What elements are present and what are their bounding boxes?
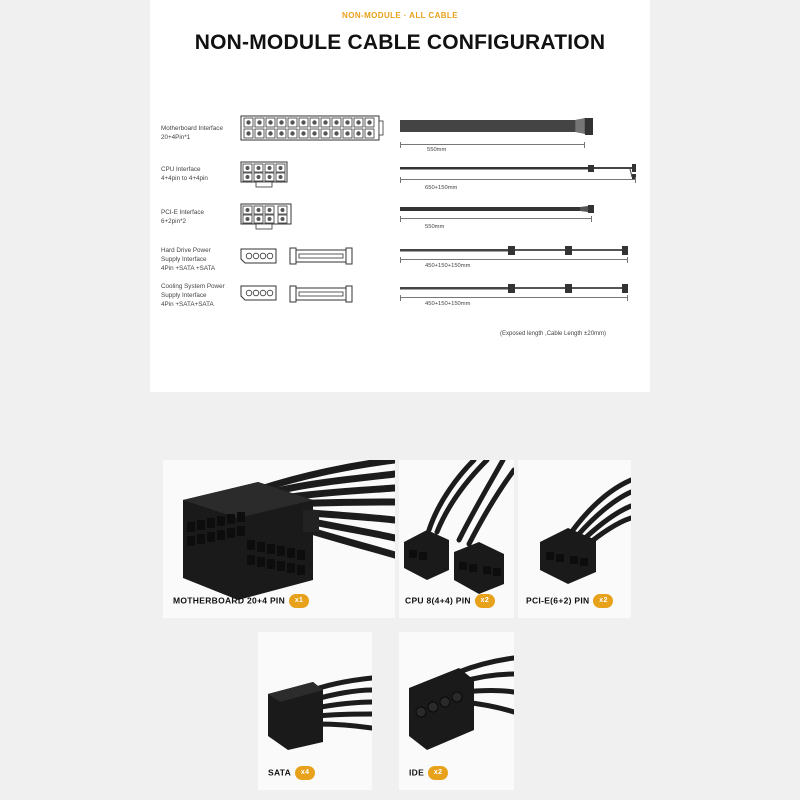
- cooling-cable-drawing: [400, 284, 640, 298]
- quantity-badge: x2: [428, 766, 448, 780]
- quantity-badge: x2: [475, 594, 495, 608]
- tolerance-note: (Exposed length ,Cable Length ±20mm): [500, 331, 607, 337]
- atx-cable-drawing: [400, 118, 600, 136]
- row-label: Motherboard Interface 20+4Pin*1: [161, 125, 223, 141]
- product-caption: CPU 8(4+4) PIN x2: [405, 594, 495, 608]
- molex-connector-icon: [240, 285, 278, 301]
- product-card-cpu: [399, 460, 514, 618]
- eyebrow-label: NON-MODULE · ALL CABLE: [342, 11, 458, 20]
- length-dimension-line: [400, 297, 628, 298]
- product-card-motherboard: [163, 460, 395, 618]
- quantity-badge: x1: [289, 594, 309, 608]
- cable-length: 450+150+150mm: [425, 263, 471, 269]
- quantity-badge: x4: [295, 766, 315, 780]
- cable-length: 650+150mm: [425, 185, 458, 191]
- length-dimension-line: [400, 179, 636, 180]
- pcie-cable-drawing: [400, 205, 600, 219]
- product-card-sata: [258, 632, 372, 790]
- row-label: Cooling System Power Supply Interface 4Pin +SATA+SATA: [161, 283, 225, 308]
- product-caption: PCI-E(6+2) PIN x2: [526, 594, 613, 608]
- quantity-badge: x2: [593, 594, 613, 608]
- cpu-8pin-connector-icon: [240, 161, 290, 189]
- sata-connector-icon: [289, 247, 355, 265]
- product-caption: IDE x2: [409, 766, 448, 780]
- length-dimension-line: [400, 144, 585, 145]
- length-dimension-line: [400, 218, 592, 219]
- product-caption: MOTHERBOARD 20+4 PIN x1: [173, 594, 309, 608]
- atx-24pin-connector-icon: [240, 115, 385, 141]
- product-card-ide: [399, 632, 514, 790]
- cable-length: 450+150+150mm: [425, 301, 471, 307]
- row-label: Hard Drive Power Supply Interface 4Pin +SATA +SATA: [161, 247, 216, 272]
- page-title: NON-MODULE CABLE CONFIGURATION: [194, 31, 606, 54]
- molex-connector-icon: [240, 248, 278, 264]
- spec-card: [150, 0, 650, 392]
- length-dimension-line: [400, 259, 628, 260]
- cable-length: 550mm: [425, 224, 445, 230]
- row-label: CPU Interface 4+4pin to 4+4pin: [161, 166, 208, 182]
- sata-connector-icon: [289, 285, 355, 303]
- cable-length: 550mm: [427, 147, 447, 153]
- hdd-cable-drawing: [400, 246, 640, 260]
- pcie-8pin-connector-icon: [240, 203, 294, 231]
- product-card-pcie: [518, 460, 631, 618]
- product-caption: SATA x4: [268, 766, 315, 780]
- row-label: PCI-E Interface 6+2pin*2: [161, 209, 205, 225]
